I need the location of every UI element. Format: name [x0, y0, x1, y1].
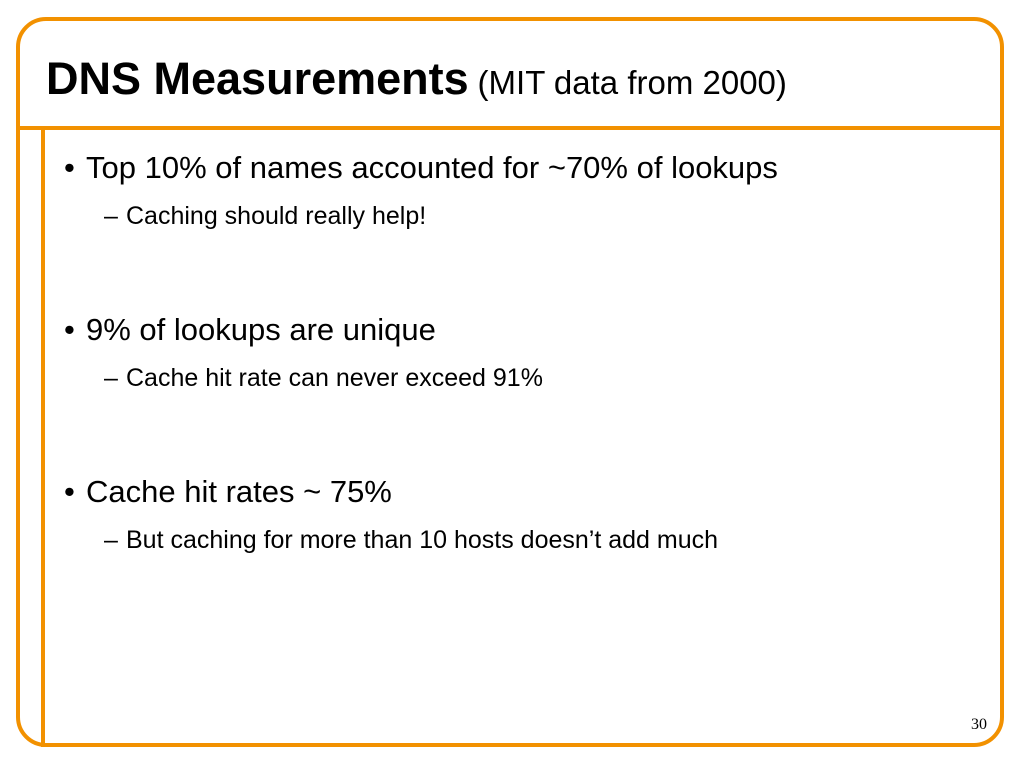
sub-bullet-3 — [104, 528, 718, 553]
sub-bullet-2 — [104, 366, 543, 391]
sub-bullet-text: Cache hit rate can never exceed 91% — [126, 364, 543, 392]
page-number: 30 — [971, 716, 987, 733]
bullet-2 — [64, 314, 436, 345]
bullet-1 — [64, 152, 778, 183]
sub-bullet-marker: – — [104, 364, 118, 392]
bullet-marker: • — [64, 150, 75, 185]
sub-bullet-marker: – — [104, 202, 118, 230]
sub-bullet-text: Caching should really help! — [126, 202, 427, 230]
sub-bullet-marker: – — [104, 526, 118, 554]
sub-bullet-text: But caching for more than 10 hosts doesn’t add much — [126, 526, 719, 554]
title-main: DNS Measurements — [46, 53, 469, 104]
bullet-3 — [64, 476, 392, 507]
left-divider — [41, 126, 45, 747]
bullet-text: Top 10% of names accounted for ~70% of lookups — [86, 150, 778, 185]
bullet-marker: • — [64, 312, 75, 347]
title-subtitle: (MIT data from 2000) — [477, 64, 787, 101]
bullet-marker: • — [64, 474, 75, 509]
sub-bullet-1 — [104, 204, 426, 229]
slide-body — [64, 0, 994, 740]
bullet-text: Cache hit rates ~ 75% — [86, 474, 392, 509]
bullet-text: 9% of lookups are unique — [86, 312, 436, 347]
